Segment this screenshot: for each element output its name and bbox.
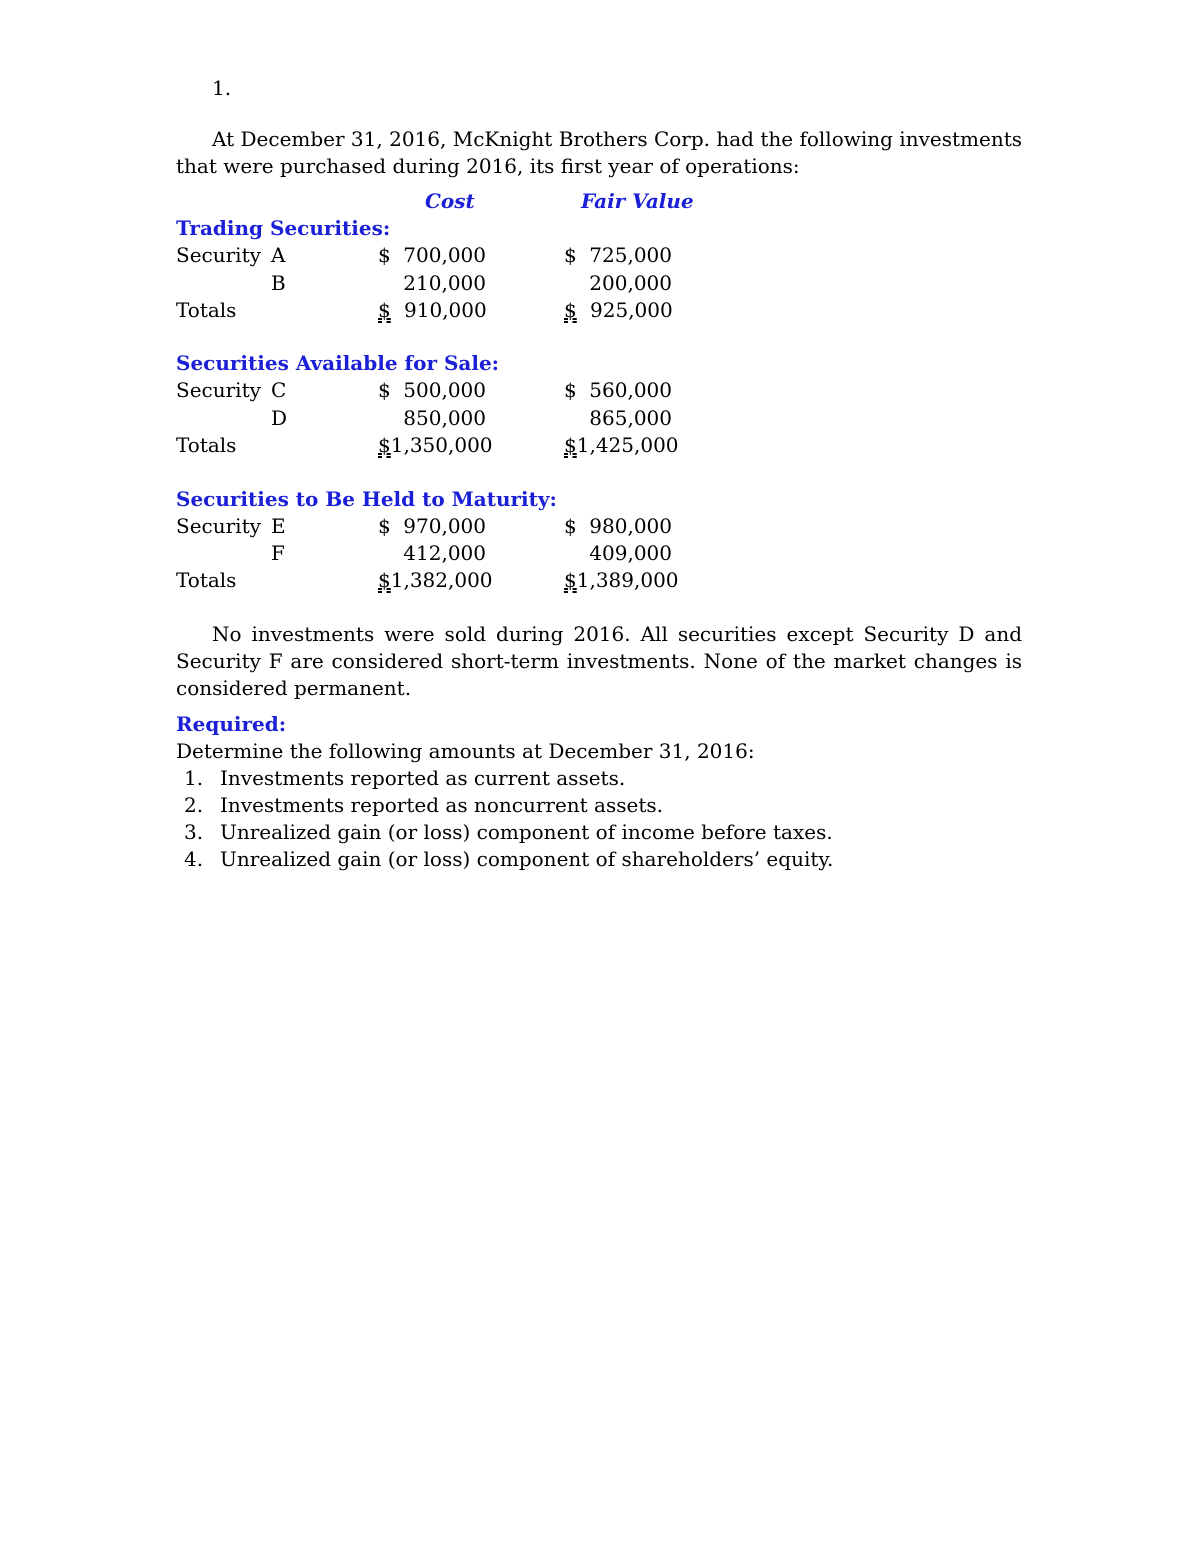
cost-dollar-sign: $ — [378, 243, 391, 267]
list-item-text: Unrealized gain (or loss) component of shareholders’ equity. — [220, 847, 834, 871]
cost-total — [378, 568, 493, 592]
list-item-number: 4. — [184, 847, 204, 871]
list-item-number: 2. — [184, 793, 204, 817]
fair-value: 865,000 — [589, 406, 672, 430]
fair-dollar-sign: $ — [564, 514, 577, 538]
list-item — [184, 766, 625, 790]
fair-total — [564, 568, 679, 592]
cost-value-underlined — [378, 406, 486, 430]
cost-total-dollar-sign: $ — [378, 568, 391, 592]
cost-value: 700,000 — [403, 243, 486, 267]
row-letter: B — [271, 271, 286, 295]
row-letter: E — [271, 514, 286, 538]
fair-total-dollar-sign: $ — [564, 298, 577, 322]
section-heading-trading: Trading Securities: — [176, 216, 391, 240]
column-heading-fair-value: Fair Value — [581, 189, 694, 213]
fair-total — [564, 298, 672, 322]
cost-total — [378, 433, 493, 457]
cost-total-dollar-sign: $ — [378, 298, 391, 322]
cost-total-value: 1,382,000 — [390, 568, 493, 592]
row-letter: F — [271, 541, 285, 565]
cost-value-underlined — [378, 541, 486, 565]
list-item — [184, 793, 663, 817]
list-item — [184, 820, 833, 844]
totals-label: Totals — [176, 568, 237, 592]
fair-value-underlined — [564, 541, 672, 565]
note-text: No investments were sold during 2016. All securities except Security D and Security F are considered short-term investments. None of the market changes is considered permanent. — [176, 622, 1022, 700]
totals-label: Totals — [176, 433, 237, 457]
fair-value: 560,000 — [589, 378, 672, 402]
fair-total-value: 925,000 — [590, 298, 673, 322]
required-intro: Determine the following amounts at December 31, 2016: — [176, 739, 755, 763]
fair-value: 725,000 — [589, 243, 672, 267]
column-heading-cost: Cost — [425, 189, 475, 213]
list-item-number: 3. — [184, 820, 204, 844]
fair-value: 200,000 — [589, 271, 672, 295]
fair-dollar-sign: $ — [564, 378, 577, 402]
cost-value: 970,000 — [403, 514, 486, 538]
fair-total-value: 1,389,000 — [576, 568, 679, 592]
cost-total — [378, 298, 486, 322]
row-label: Security — [176, 378, 261, 402]
required-heading: Required: — [176, 712, 287, 736]
fair-total-value: 1,425,000 — [576, 433, 679, 457]
fair-total — [564, 433, 679, 457]
section-heading-held-to-maturity: Securities to Be Held to Maturity: — [176, 487, 557, 511]
problem-number: 1. — [212, 76, 232, 100]
cost-total-dollar-sign: $ — [378, 433, 391, 457]
row-letter: C — [271, 378, 287, 402]
list-item-text: Unrealized gain (or loss) component of income before taxes. — [220, 820, 833, 844]
row-letter: A — [271, 243, 286, 267]
intro-paragraph — [176, 126, 1022, 180]
fair-value: 409,000 — [589, 541, 672, 565]
list-item-text: Investments reported as noncurrent assets. — [220, 793, 663, 817]
cost-value: 412,000 — [403, 541, 486, 565]
cost-total-value: 910,000 — [404, 298, 487, 322]
fair-value-underlined — [564, 271, 672, 295]
row-letter: D — [271, 406, 288, 430]
row-label: Security — [176, 514, 261, 538]
list-item — [184, 847, 833, 871]
totals-label: Totals — [176, 298, 237, 322]
fair-value: 980,000 — [589, 514, 672, 538]
cost-value: 850,000 — [403, 406, 486, 430]
fair-dollar-sign: $ — [564, 243, 577, 267]
list-item-text: Investments reported as current assets. — [220, 766, 626, 790]
list-item-number: 1. — [184, 766, 204, 790]
note-paragraph — [176, 621, 1022, 702]
cost-dollar-sign: $ — [378, 514, 391, 538]
section-heading-available-for-sale: Securities Available for Sale: — [176, 351, 500, 375]
cost-dollar-sign: $ — [378, 378, 391, 402]
fair-total-dollar-sign: $ — [564, 433, 577, 457]
intro-text: At December 31, 2016, McKnight Brothers Corp. had the following investments that were purchased during 2016, its first year of operations: — [176, 127, 1022, 178]
cost-value-underlined — [378, 271, 486, 295]
fair-value-underlined — [564, 406, 672, 430]
cost-value: 500,000 — [403, 378, 486, 402]
cost-total-value: 1,350,000 — [390, 433, 493, 457]
cost-value: 210,000 — [403, 271, 486, 295]
fair-total-dollar-sign: $ — [564, 568, 577, 592]
row-label: Security — [176, 243, 261, 267]
